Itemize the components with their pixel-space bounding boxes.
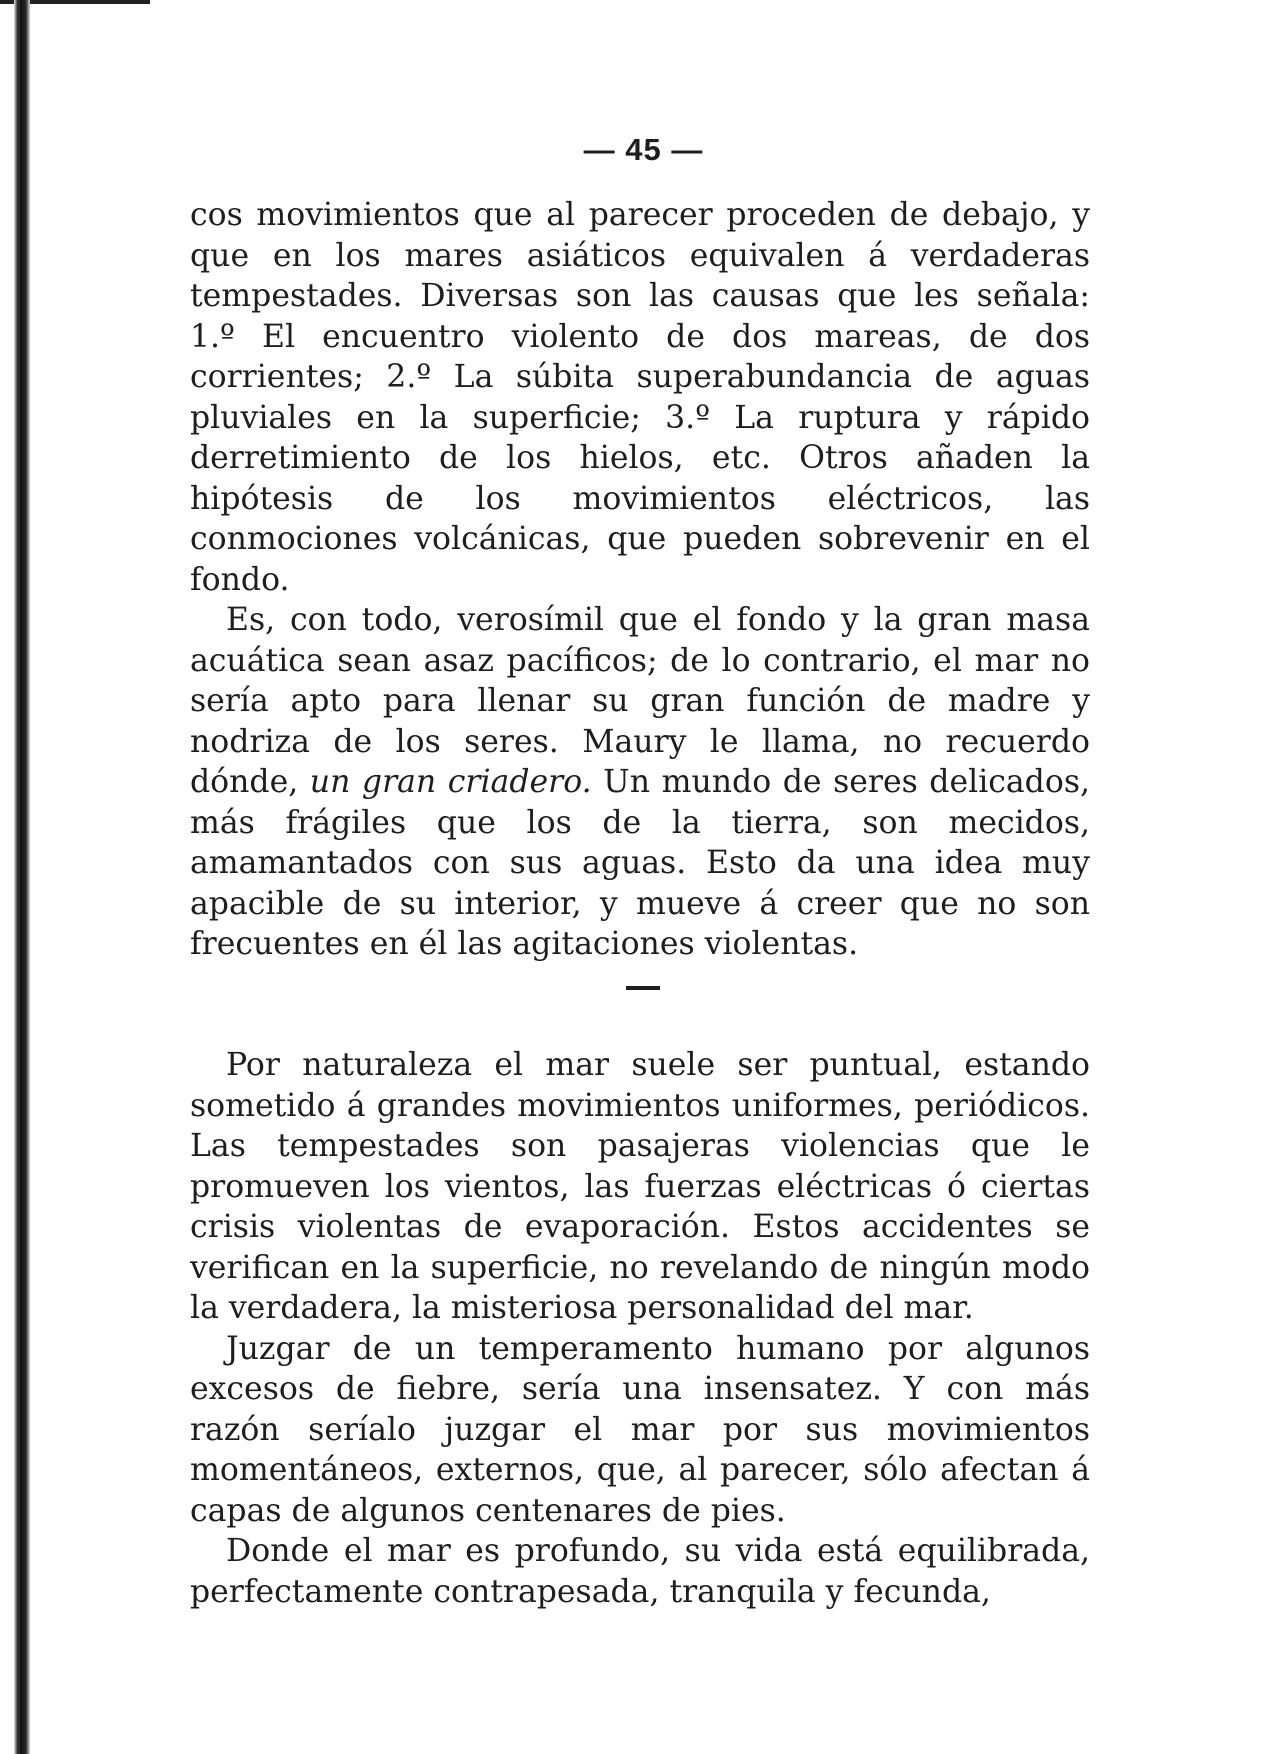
paragraph: Por naturaleza el mar suele ser puntual, estando sometido á grandes movimientos uniformes, periódicos. Las tempestades son pasajeras violencias que le promueven los vientos, las fuerzas eléctricas ó ciertas crisis violentas de evaporación. Estos accidentes se verifican en la superficie, no revelando de ningún modo la verdadera, la misteriosa personalidad del mar. [190, 1047, 1090, 1326]
scan-border-left [14, 0, 30, 1754]
paragraph-text: Es, con todo, verosímil que el fondo y la gran masa acuática sean asaz pacíficos; de lo contrario, el mar no sería apto para llenar su gran función de madre y nodriza de los seres. Maury le llama, no recuerdo dónde, [190, 602, 1090, 800]
paragraph: Juzgar de un temperamento humano por algunos excesos de fiebre, sería una insensatez. Y con más razón seríalo juzgar el mar por sus movimientos momentáneos, externos, que, al parecer, sólo afectan á capas de algunos centenares de pies. [190, 1330, 1090, 1529]
text-block-lower [190, 1045, 1090, 1612]
page-number: — 45 — [583, 132, 704, 167]
paragraph-continued: cos movimientos que al parecer proceden de debajo, y que en los mares asiáticos equivalen á verdaderas tempestades. Diversas son las causas que les señala: 1.º El encuentro violento de dos mareas, de dos corrientes; 2.º La súbita superabundancia de aguas pluviales en la superficie; 3.º La ruptura y rápido derretimiento de los hielos, etc. Otros añaden la hipótesis de los movimientos eléctricos, las conmociones volcánicas, que pueden sobrevenir en el fondo. [190, 197, 1090, 598]
text-block-upper [190, 195, 1090, 965]
paragraph [190, 600, 1090, 965]
paragraph: Donde el mar es profundo, su vida está equilibrada, perfectamente contrapesada, tranquila y fecunda, [190, 1533, 1090, 1610]
italic-phrase: un gran criadero. [309, 764, 592, 800]
section-separator [626, 986, 660, 990]
paragraph-text: Un mundo de seres delicados, más frágiles que los de la tierra, son mecidos, amamantados con sus aguas. Esto da una idea muy apacible de su interior, y mueve á creer que no son frecuentes en él las agitaciones violentas. [190, 764, 1090, 962]
